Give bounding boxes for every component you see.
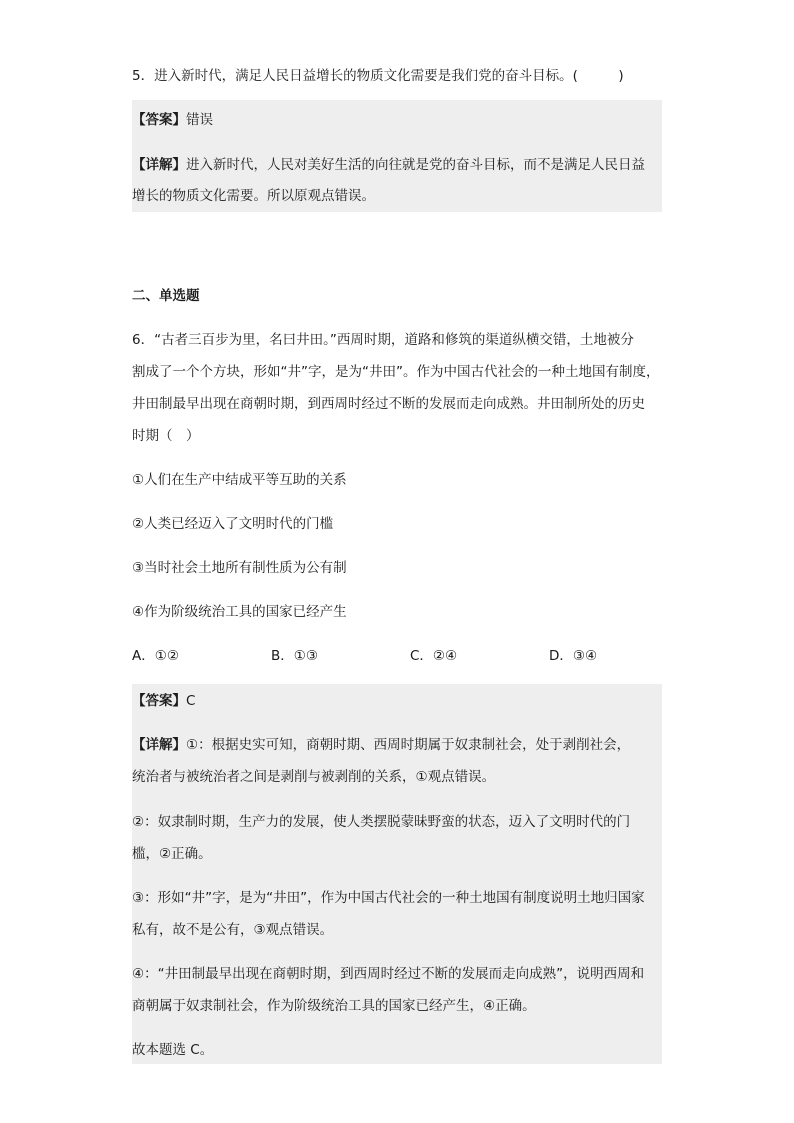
detail-text: ①：根据史实可知，商朝时期、西周时期属于奴隶制社会，处于剥削社会， bbox=[186, 737, 631, 753]
q6-detail-line: 统治者与被统治者之间是剥削与被剥削的关系，①观点错误。 bbox=[132, 769, 496, 785]
q6-option-c: C．②④ bbox=[410, 648, 458, 664]
q6-detail-line bbox=[132, 735, 630, 755]
q6-detail-line: 槛，②正确。 bbox=[132, 846, 212, 862]
q6-detail-line: 私有，故不是公有，③观点错误。 bbox=[132, 922, 334, 938]
q6-detail-line: ②：奴隶制时期，生产力的发展，使人类摆脱蒙昧野蛮的状态，迈入了文明时代的门 bbox=[132, 814, 631, 830]
q6-stem-line: 时期（ ） bbox=[132, 428, 200, 444]
q6-answer bbox=[132, 691, 195, 711]
q6-detail-line: 商朝属于奴隶制社会，作为阶级统治工具的国家已经产生，④正确。 bbox=[132, 998, 536, 1014]
q5-detail-line: 增长的物质文化需要。所以原观点错误。 bbox=[132, 188, 375, 204]
answer-value: 错误 bbox=[186, 112, 213, 128]
q6-stem-line: 井田制最早出现在商朝时期，到西周时经过不断的发展而走向成熟。井田制所处的历史 bbox=[132, 396, 645, 412]
answer-label: 【答案】 bbox=[132, 693, 186, 709]
answer-label: 【答案】 bbox=[132, 112, 186, 128]
q6-option-d: D．③④ bbox=[549, 648, 598, 664]
q6-option-a: A．①② bbox=[132, 648, 179, 664]
q6-stem-line: 割成了一个个方块，形如“井”字，是为“井田”。作为中国古代社会的一种土地国有制度， bbox=[132, 364, 660, 380]
q5-answer bbox=[132, 110, 213, 130]
q6-statement: ①人们在生产中结成平等互助的关系 bbox=[132, 472, 347, 488]
q6-option-b: B．①③ bbox=[271, 648, 318, 664]
detail-text: 进入新时代，人民对美好生活的向往就是党的奋斗目标，而不是满足人民日益 bbox=[186, 157, 645, 173]
q6-statement: ②人类已经迈入了文明时代的门槛 bbox=[132, 516, 334, 532]
q6-conclusion: 故本题选 C。 bbox=[132, 1042, 214, 1058]
q5-detail-line bbox=[132, 155, 645, 175]
detail-label: 【详解】 bbox=[132, 737, 186, 753]
q6-statement: ③当时社会土地所有制性质为公有制 bbox=[132, 560, 347, 576]
q6-statement: ④作为阶级统治工具的国家已经产生 bbox=[132, 604, 347, 620]
answer-value: C bbox=[186, 693, 196, 709]
q6-detail-line: ④：“井田制最早出现在商朝时期，到西周时经过不断的发展而走向成熟”，说明西周和 bbox=[132, 966, 645, 982]
section-title: 二、单选题 bbox=[132, 288, 200, 304]
detail-label: 【详解】 bbox=[132, 157, 186, 173]
q6-stem-line: 6．“古者三百步为里，名曰井田。”西周时期，道路和修筑的渠道纵横交错，土地被分 bbox=[132, 332, 634, 348]
q6-detail-line: ③：形如“井”字，是为“井田”，作为中国古代社会的一种土地国有制度说明土地归国家 bbox=[132, 890, 645, 906]
q5-stem: 5．进入新时代，满足人民日益增长的物质文化需要是我们党的奋斗目标。( ) bbox=[132, 68, 624, 84]
